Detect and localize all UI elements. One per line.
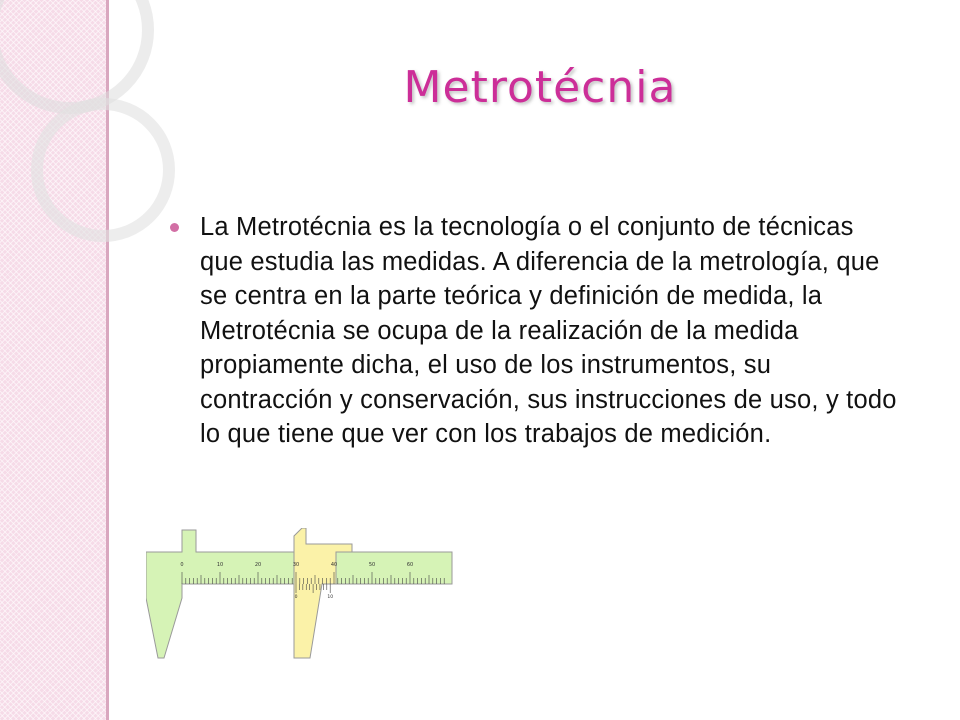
main-scale-label: 50 <box>368 562 376 568</box>
bullet-text: La Metrotécnia es la tecnología o el conjunto de técnicas que estudia las medidas. A diferencia de la metrología, que se centra en la parte teórica y definición de medida, la Metrotécnia se ocupa de la realización de la medida propiamente dicha, el uso de los instrumentos, su contracción y conservación, sus instrucciones de uso, y todo lo que tiene que ver con los trabajos de medición. <box>200 213 897 448</box>
vernier-scale-label: 10 <box>327 595 334 600</box>
main-scale-label: 20 <box>254 562 262 568</box>
bullet-item <box>200 210 900 452</box>
main-scale-label: 30 <box>292 562 300 568</box>
main-scale-label: 0 <box>180 562 184 568</box>
vernier-caliper-illustration <box>146 528 456 664</box>
caliper-vernier-slider <box>294 528 352 658</box>
decorative-ring-top <box>0 0 148 108</box>
decorative-rings <box>0 0 200 260</box>
vernier-scale-label: 0 <box>294 595 298 600</box>
slide-title: Metrotécnia <box>403 62 677 113</box>
main-scale-label: 10 <box>216 562 224 568</box>
bullet-list <box>200 210 900 452</box>
main-scale-label: 60 <box>406 562 414 568</box>
main-scale-label: 40 <box>330 562 338 568</box>
bullet-dot-icon <box>170 223 179 232</box>
decorative-ring-middle <box>37 104 169 236</box>
